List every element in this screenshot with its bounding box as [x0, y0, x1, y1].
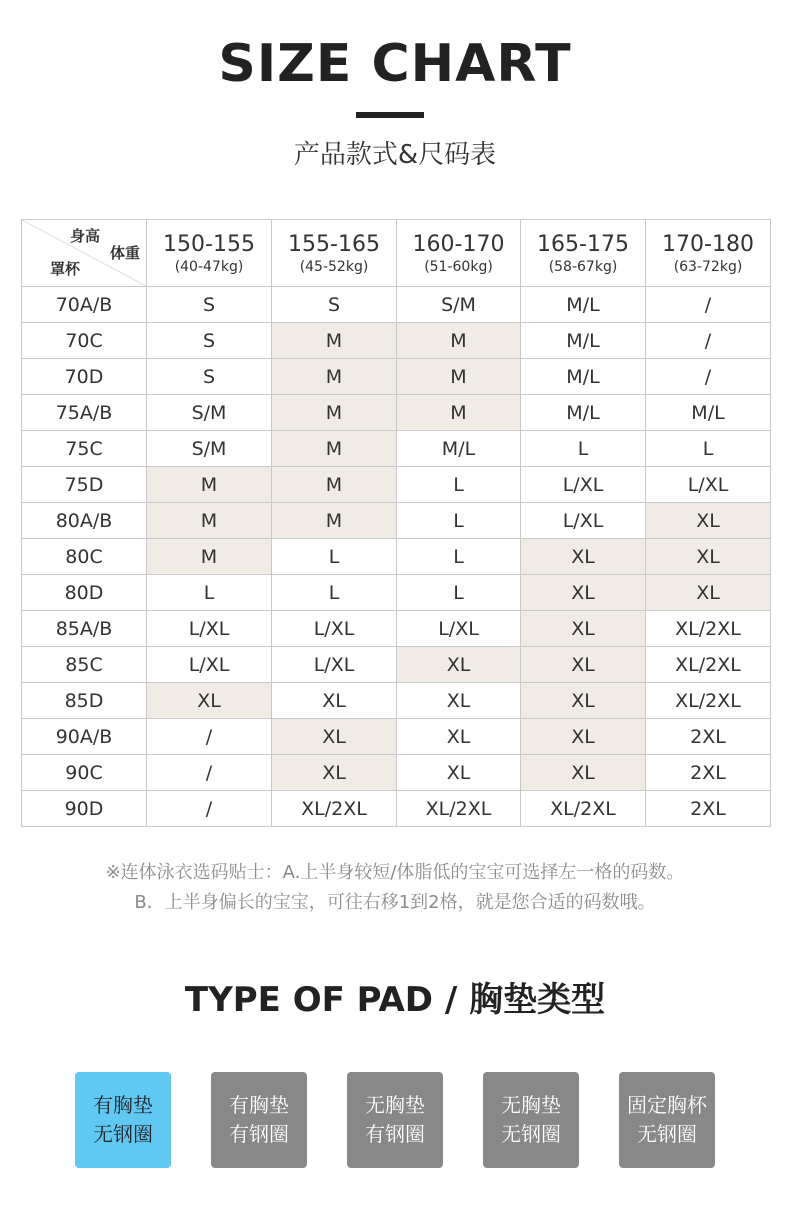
size-cell: XL/2XL [521, 791, 646, 827]
pad-option-unpadded-underwire[interactable] [347, 1072, 443, 1168]
table-row [22, 683, 771, 719]
size-cell: L [147, 575, 272, 611]
cup-size-cell: 90C [22, 755, 147, 791]
size-cell: 2XL [646, 791, 771, 827]
cup-size-cell: 75D [22, 467, 147, 503]
pad-type-title: TYPE OF PAD / 胸垫类型 [184, 980, 606, 1020]
table-row [22, 431, 771, 467]
size-cell: M [272, 395, 397, 431]
pad-option-line1: 有胸垫 [229, 1093, 289, 1117]
cup-size-cell: 90D [22, 791, 147, 827]
size-cell: XL/2XL [646, 683, 771, 719]
page-title: SIZE CHART [218, 34, 572, 94]
cup-size-cell: 70D [22, 359, 147, 395]
pad-option-line1: 有胸垫 [93, 1093, 153, 1117]
weight-range: (45-52kg) [299, 259, 369, 275]
cup-label: 罩杯 [50, 260, 81, 278]
table-row [22, 539, 771, 575]
size-cell: M/L [521, 359, 646, 395]
size-cell: 2XL [646, 719, 771, 755]
cup-size-cell: 85C [22, 647, 147, 683]
cup-size-cell: 80D [22, 575, 147, 611]
height-label: 身高 [70, 227, 101, 245]
size-cell: XL [397, 719, 521, 755]
size-chart-table [21, 219, 771, 827]
size-cell: M [147, 467, 272, 503]
pad-option-line2: 有钢圈 [229, 1122, 289, 1146]
size-cell: XL [272, 719, 397, 755]
pad-option-unpadded-no-wire[interactable] [483, 1072, 579, 1168]
column-header-160-170 [397, 220, 521, 287]
table-row [22, 791, 771, 827]
pad-option-line2: 有钢圈 [365, 1122, 425, 1146]
size-cell: XL [521, 755, 646, 791]
size-cell: XL [147, 683, 272, 719]
size-cell: M [272, 503, 397, 539]
size-cell: L/XL [521, 503, 646, 539]
size-cell: XL [646, 575, 771, 611]
size-cell: 2XL [646, 755, 771, 791]
height-range: 150-155 [163, 232, 255, 257]
size-cell: L [397, 503, 521, 539]
column-header-170-180 [646, 220, 771, 287]
height-range: 160-170 [412, 232, 505, 257]
size-cell: M [272, 467, 397, 503]
size-cell: XL/2XL [646, 647, 771, 683]
size-cell: / [147, 755, 272, 791]
pad-option-fixed-cup-no-wire[interactable] [619, 1072, 715, 1168]
size-cell: XL/2XL [397, 791, 521, 827]
table-row [22, 755, 771, 791]
table-row [22, 575, 771, 611]
size-cell: L [521, 431, 646, 467]
size-cell: L [646, 431, 771, 467]
weight-range: (40-47kg) [174, 259, 244, 275]
size-cell: M [272, 359, 397, 395]
size-cell: / [646, 359, 771, 395]
size-cell: L/XL [521, 467, 646, 503]
size-cell: S [272, 287, 397, 323]
size-cell: XL [646, 539, 771, 575]
size-cell: M/L [646, 395, 771, 431]
pad-option-line1: 无胸垫 [501, 1093, 561, 1117]
size-cell: L/XL [147, 611, 272, 647]
size-cell: L [397, 467, 521, 503]
corner-header-cell [22, 220, 147, 287]
size-cell: XL [646, 503, 771, 539]
size-cell: XL [397, 647, 521, 683]
size-cell: XL [397, 683, 521, 719]
size-cell: L/XL [147, 647, 272, 683]
table-row [22, 647, 771, 683]
size-cell: XL [521, 719, 646, 755]
column-header-150-155 [147, 220, 272, 287]
table-body [22, 287, 771, 827]
size-cell: M/L [521, 395, 646, 431]
size-cell: / [147, 791, 272, 827]
size-cell: L [272, 539, 397, 575]
table-row [22, 719, 771, 755]
size-cell: L/XL [397, 611, 521, 647]
weight-range: (51-60kg) [424, 259, 493, 275]
size-cell: XL [521, 539, 646, 575]
column-header-165-175 [521, 220, 646, 287]
cup-size-cell: 70A/B [22, 287, 147, 323]
size-cell: M/L [521, 323, 646, 359]
size-tips [0, 858, 790, 918]
size-cell: S/M [147, 395, 272, 431]
size-cell: XL [272, 755, 397, 791]
weight-label: 体重 [109, 244, 140, 262]
size-cell: XL [521, 575, 646, 611]
table-row [22, 467, 771, 503]
pad-option-line1: 无胸垫 [365, 1093, 425, 1117]
title-underline [356, 112, 424, 118]
size-cell: M [147, 539, 272, 575]
page-subtitle: 产品款式&尺码表 [293, 140, 497, 170]
column-header-155-165 [272, 220, 397, 287]
cup-size-cell: 70C [22, 323, 147, 359]
size-cell: S [147, 287, 272, 323]
height-range: 155-165 [288, 232, 380, 257]
size-cell: XL [397, 755, 521, 791]
size-cell: M [397, 359, 521, 395]
size-cell: XL [521, 683, 646, 719]
size-cell: L [397, 539, 521, 575]
cup-size-cell: 80A/B [22, 503, 147, 539]
size-cell: XL/2XL [646, 611, 771, 647]
size-tip-a: ※连体泳衣选码贴士：A.上半身较短/体脂低的宝宝可选择左一格的码数。 [105, 862, 685, 883]
size-cell: XL [272, 683, 397, 719]
cup-size-cell: 80C [22, 539, 147, 575]
size-cell: S [147, 359, 272, 395]
pad-option-padded-underwire[interactable] [211, 1072, 307, 1168]
size-cell: S [147, 323, 272, 359]
weight-range: (58-67kg) [548, 259, 618, 275]
table-row [22, 323, 771, 359]
size-cell: L [397, 575, 521, 611]
pad-option-line1: 固定胸杯 [627, 1093, 707, 1117]
size-tip-b: B．上半身偏长的宝宝，可往右移1到2格，就是您合适的码数哦。 [134, 892, 656, 913]
cup-size-cell: 85D [22, 683, 147, 719]
size-cell: M [147, 503, 272, 539]
size-cell: / [646, 287, 771, 323]
size-cell: M [272, 323, 397, 359]
cup-size-cell: 85A/B [22, 611, 147, 647]
size-cell: / [646, 323, 771, 359]
size-cell: L/XL [272, 647, 397, 683]
pad-option-line2: 无钢圈 [637, 1122, 697, 1146]
size-cell: L/XL [646, 467, 771, 503]
height-range: 170-180 [662, 232, 754, 257]
pad-option-line2: 无钢圈 [501, 1122, 561, 1146]
cup-size-cell: 75A/B [22, 395, 147, 431]
size-cell: XL/2XL [272, 791, 397, 827]
table-row [22, 359, 771, 395]
table-header-row [22, 220, 771, 287]
weight-range: (63-72kg) [673, 259, 743, 275]
height-range: 165-175 [537, 232, 629, 257]
size-cell: XL [521, 647, 646, 683]
cup-size-cell: 90A/B [22, 719, 147, 755]
size-cell: L [272, 575, 397, 611]
table-row [22, 503, 771, 539]
size-cell: M/L [521, 287, 646, 323]
size-cell: M/L [397, 431, 521, 467]
size-cell: M [272, 431, 397, 467]
size-cell: M [397, 323, 521, 359]
size-cell: S/M [147, 431, 272, 467]
size-cell: M [397, 395, 521, 431]
size-cell: L/XL [272, 611, 397, 647]
size-cell: / [147, 719, 272, 755]
table-row [22, 287, 771, 323]
cup-size-cell: 75C [22, 431, 147, 467]
size-cell: XL [521, 611, 646, 647]
size-cell: S/M [397, 287, 521, 323]
table-row [22, 395, 771, 431]
table-row [22, 611, 771, 647]
pad-option-line2: 无钢圈 [93, 1122, 153, 1146]
pad-option-padded-no-wire[interactable] [75, 1072, 171, 1168]
